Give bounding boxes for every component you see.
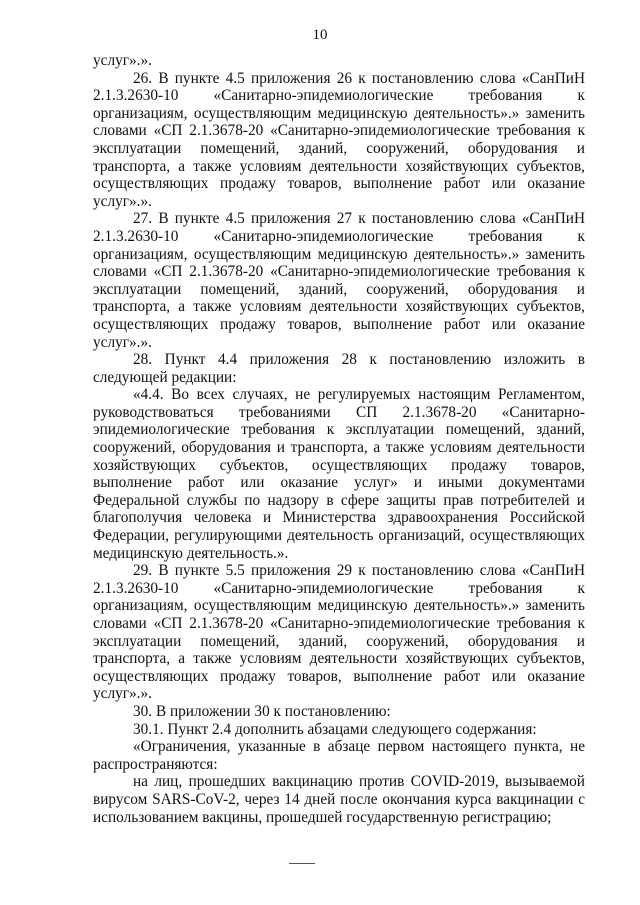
document-body xyxy=(93,52,585,826)
paragraph: 28. Пункт 4.4 приложения 28 к постановлению изложить в следующей редакции: xyxy=(93,351,585,386)
paragraph: 27. В пункте 4.5 приложения 27 к постановлению слова «СанПиН 2.1.3.2630-10 «Санитарно-эпидемиологические требования к организациям, осуществляющим медицинскую деятельность».» заменить словами «СП 2.1.3678-20 «Санитарно-эпидемиологические требования к эксплуатации помещений, зданий, сооружений, оборудования и транспорта, а также условиям деятельности хозяйствующих субъектов, осуществляющих продажу товаров, выполнение работ или оказание услуг».». xyxy=(93,210,585,351)
paragraph: 29. В пункте 5.5 приложения 29 к постановлению слова «СанПиН 2.1.3.2630-10 «Санитарно-эпидемиологические требования к организациям, осуществляющим медицинскую деятельность».» заменить словами «СП 2.1.3678-20 «Санитарно-эпидемиологические требования к эксплуатации помещений, зданий, сооружений, оборудования и транспорта, а также условиям деятельности хозяйствующих субъектов, осуществляющих продажу товаров, выполнение работ или оказание услуг».». xyxy=(93,562,585,703)
paragraph: услуг».». xyxy=(93,52,152,69)
paragraph: 26. В пункте 4.5 приложения 26 к постановлению слова «СанПиН 2.1.3.2630-10 «Санитарно-эпидемиологические требования к организациям, осуществляющим медицинскую деятельность».» заменить словами «СП 2.1.3678-20 «Санитарно-эпидемиологические требования к эксплуатации помещений, зданий, сооружений, оборудования и транспорта, а также условиям деятельности хозяйствующих субъектов, осуществляющих продажу товаров, выполнение работ или оказание услуг».». xyxy=(93,69,585,210)
paragraph: 30. В приложении 30 к постановлению: xyxy=(133,702,391,720)
paragraph: 30.1. Пункт 2.4 дополнить абзацами следующего содержания: xyxy=(133,720,537,738)
footer-mark xyxy=(289,863,315,864)
paragraph: «Ограничения, указанные в абзаце первом настоящего пункта, не распространяются: xyxy=(93,738,585,773)
paragraph: «4.4. Во всех случаях, не регулируемых настоящим Регламентом, руководствоваться требованиями СП 2.1.3678-20 «Санитарно-эпидемиологические требования к эксплуатации помещений, зданий, сооружений, оборудования и транспорта, а также условиям деятельности хозяйствующих субъектов, осуществляющих продажу товаров, выполнение работ или оказание услуг» и иными документами Федеральной службы по надзору в сфере защиты прав потребителей и благополучия человека и Министерства здравоохранения Российской Федерации, регулирующими деятельность организаций, осуществляющих медицинскую деятельность.». xyxy=(93,386,585,562)
paragraph: на лиц, прошедших вакцинацию против COVID-2019, вызываемой вирусом SARS-CoV-2, через 14 дней после окончания курса вакцинации с использованием вакцины, прошедшей государственную регистрацию; xyxy=(93,773,585,826)
page-number: 10 xyxy=(312,27,328,43)
